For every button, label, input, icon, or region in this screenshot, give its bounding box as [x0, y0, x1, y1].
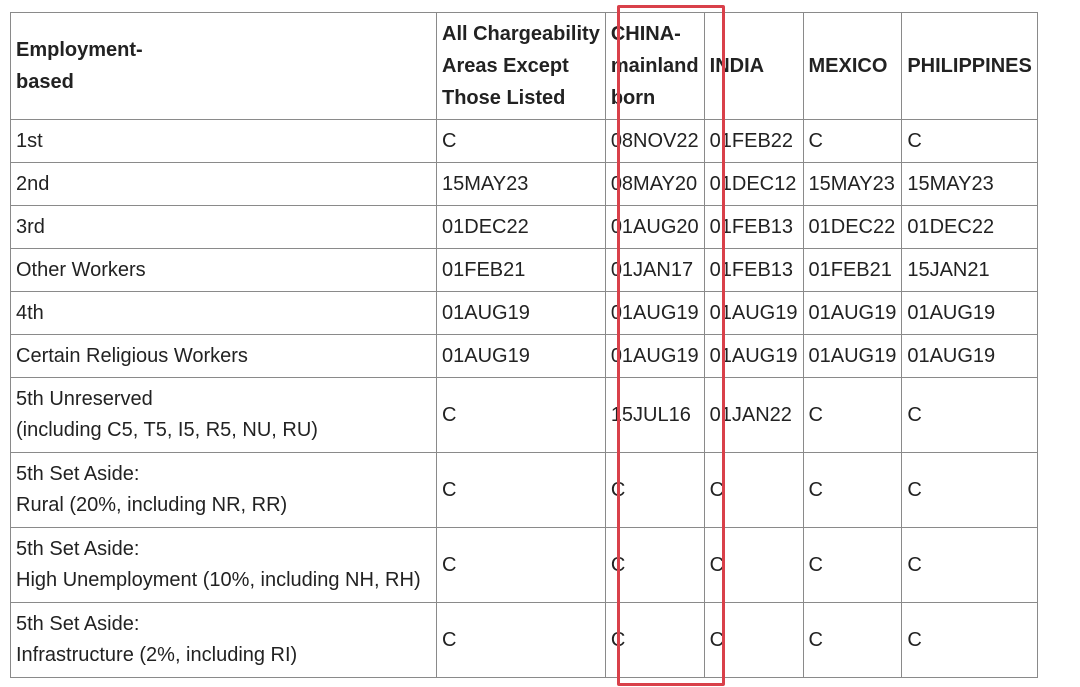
header-philippines: PHILIPPINES: [902, 13, 1037, 120]
category-cell: Other Workers: [11, 249, 437, 292]
date-cell: 01JAN22: [704, 378, 803, 453]
final-action-dates-table: [10, 12, 1038, 678]
category-cell: 5th Unreserved (including C5, T5, I5, R5, NU, RU): [11, 378, 437, 453]
table-row: [11, 335, 1038, 378]
date-cell: C: [803, 453, 902, 528]
date-cell: C: [437, 378, 606, 453]
date-cell: C: [902, 120, 1037, 163]
date-cell: 15JUL16: [605, 378, 704, 453]
date-cell: 15MAY23: [437, 163, 606, 206]
date-cell: 01AUG19: [902, 292, 1037, 335]
date-cell: C: [605, 453, 704, 528]
header-india: INDIA: [704, 13, 803, 120]
table-row: [11, 163, 1038, 206]
date-cell: C: [902, 603, 1037, 678]
table-row: [11, 378, 1038, 453]
date-cell: C: [902, 528, 1037, 603]
category-cell: 5th Set Aside: Rural (20%, including NR, RR): [11, 453, 437, 528]
date-cell: 15MAY23: [803, 163, 902, 206]
date-cell: 01AUG19: [704, 292, 803, 335]
date-cell: 01FEB21: [803, 249, 902, 292]
date-cell: 01AUG19: [605, 292, 704, 335]
date-cell: C: [704, 603, 803, 678]
category-cell: 1st: [11, 120, 437, 163]
date-cell: 01AUG19: [605, 335, 704, 378]
table-row: [11, 206, 1038, 249]
date-cell: 01DEC22: [803, 206, 902, 249]
category-cell: 5th Set Aside: Infrastructure (2%, including RI): [11, 603, 437, 678]
date-cell: 01DEC22: [437, 206, 606, 249]
date-cell: C: [902, 378, 1037, 453]
date-cell: 01AUG19: [437, 292, 606, 335]
category-cell: 4th: [11, 292, 437, 335]
date-cell: C: [704, 528, 803, 603]
date-cell: 01AUG19: [803, 335, 902, 378]
date-cell: C: [605, 603, 704, 678]
date-cell: 01FEB13: [704, 206, 803, 249]
header-china-mainland-born: CHINA- mainland born: [605, 13, 704, 120]
date-cell: 15JAN21: [902, 249, 1037, 292]
table-row: [11, 453, 1038, 528]
table-row: [11, 528, 1038, 603]
date-cell: C: [803, 603, 902, 678]
date-cell: 01AUG19: [437, 335, 606, 378]
date-cell: 01FEB22: [704, 120, 803, 163]
date-cell: 01AUG19: [902, 335, 1037, 378]
table-row: [11, 603, 1038, 678]
date-cell: C: [803, 120, 902, 163]
date-cell: 01FEB13: [704, 249, 803, 292]
date-cell: 01JAN17: [605, 249, 704, 292]
table-row: [11, 292, 1038, 335]
date-cell: C: [437, 603, 606, 678]
date-cell: C: [704, 453, 803, 528]
header-mexico: MEXICO: [803, 13, 902, 120]
header-employment-based: Employment- based: [11, 13, 437, 120]
table-row: [11, 120, 1038, 163]
date-cell: 01AUG20: [605, 206, 704, 249]
category-cell: 3rd: [11, 206, 437, 249]
date-cell: C: [437, 528, 606, 603]
date-cell: 01AUG19: [803, 292, 902, 335]
date-cell: C: [803, 378, 902, 453]
date-cell: C: [437, 120, 606, 163]
category-cell: 5th Set Aside: High Unemployment (10%, including NH, RH): [11, 528, 437, 603]
header-all-chargeability: All Chargeability Areas Except Those Listed: [437, 13, 606, 120]
date-cell: 08NOV22: [605, 120, 704, 163]
date-cell: 15MAY23: [902, 163, 1037, 206]
date-cell: C: [902, 453, 1037, 528]
date-cell: C: [437, 453, 606, 528]
date-cell: C: [605, 528, 704, 603]
header-row: [11, 13, 1038, 120]
date-cell: 08MAY20: [605, 163, 704, 206]
date-cell: 01AUG19: [704, 335, 803, 378]
date-cell: C: [803, 528, 902, 603]
date-cell: 01FEB21: [437, 249, 606, 292]
date-cell: 01DEC22: [902, 206, 1037, 249]
date-cell: 01DEC12: [704, 163, 803, 206]
category-cell: Certain Religious Workers: [11, 335, 437, 378]
table-row: [11, 249, 1038, 292]
category-cell: 2nd: [11, 163, 437, 206]
